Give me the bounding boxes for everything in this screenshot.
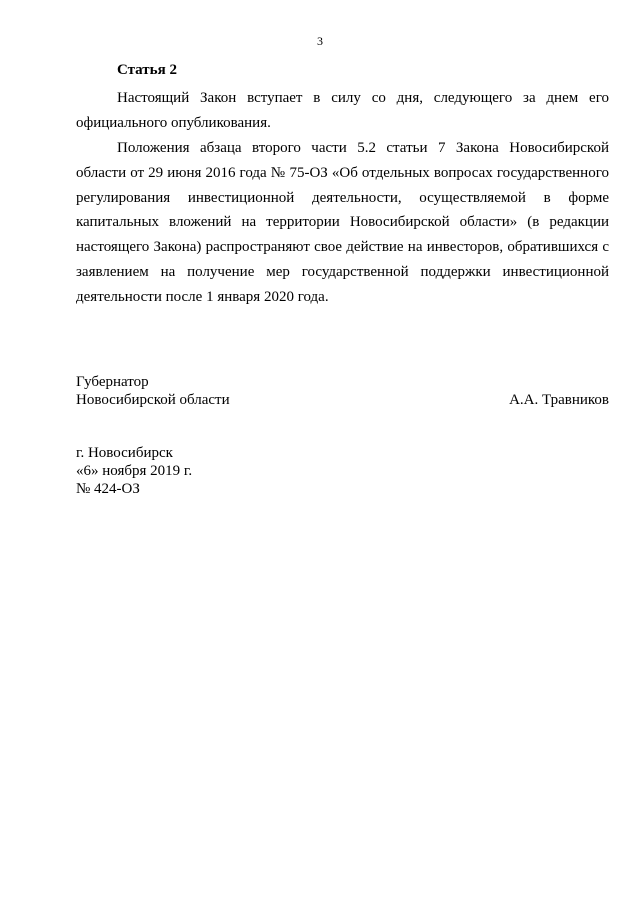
date-line: «6» ноября 2019 г. bbox=[76, 463, 193, 479]
signatory-title-line2: Новосибирской области bbox=[76, 392, 230, 408]
article-paragraph-investors: Положения абзаца второго части 5.2 статьи 7 Закона Новосибирской области от 29 июня 2016 года № 75-ОЗ «Об отдельных вопросах государственного регулирования инвестиционной деятельности, осуществляемой в форме капитальных вложений на территории Новосибирской области» (в редакции настоящего Закона) распространяют свое действие на инвесторов, обратившихся с заявлением на получение мер государственной поддержки инвестиционной деятельности после 1 января 2020 года. bbox=[76, 140, 609, 305]
place-date-block bbox=[76, 444, 192, 498]
signature-block bbox=[76, 373, 609, 409]
article-heading: Статья 2 bbox=[117, 62, 177, 78]
article-paragraph-effective-date: Настоящий Закон вступает в силу со дня, следующего за днем его официального опубликования. bbox=[76, 90, 609, 131]
signatory-name: А.А. Травников bbox=[509, 392, 609, 408]
city-line: г. Новосибирск bbox=[76, 445, 173, 461]
signatory-title-line1: Губернатор bbox=[76, 374, 149, 390]
page-number: 3 bbox=[317, 34, 323, 48]
law-number-line: № 424-ОЗ bbox=[76, 481, 140, 497]
